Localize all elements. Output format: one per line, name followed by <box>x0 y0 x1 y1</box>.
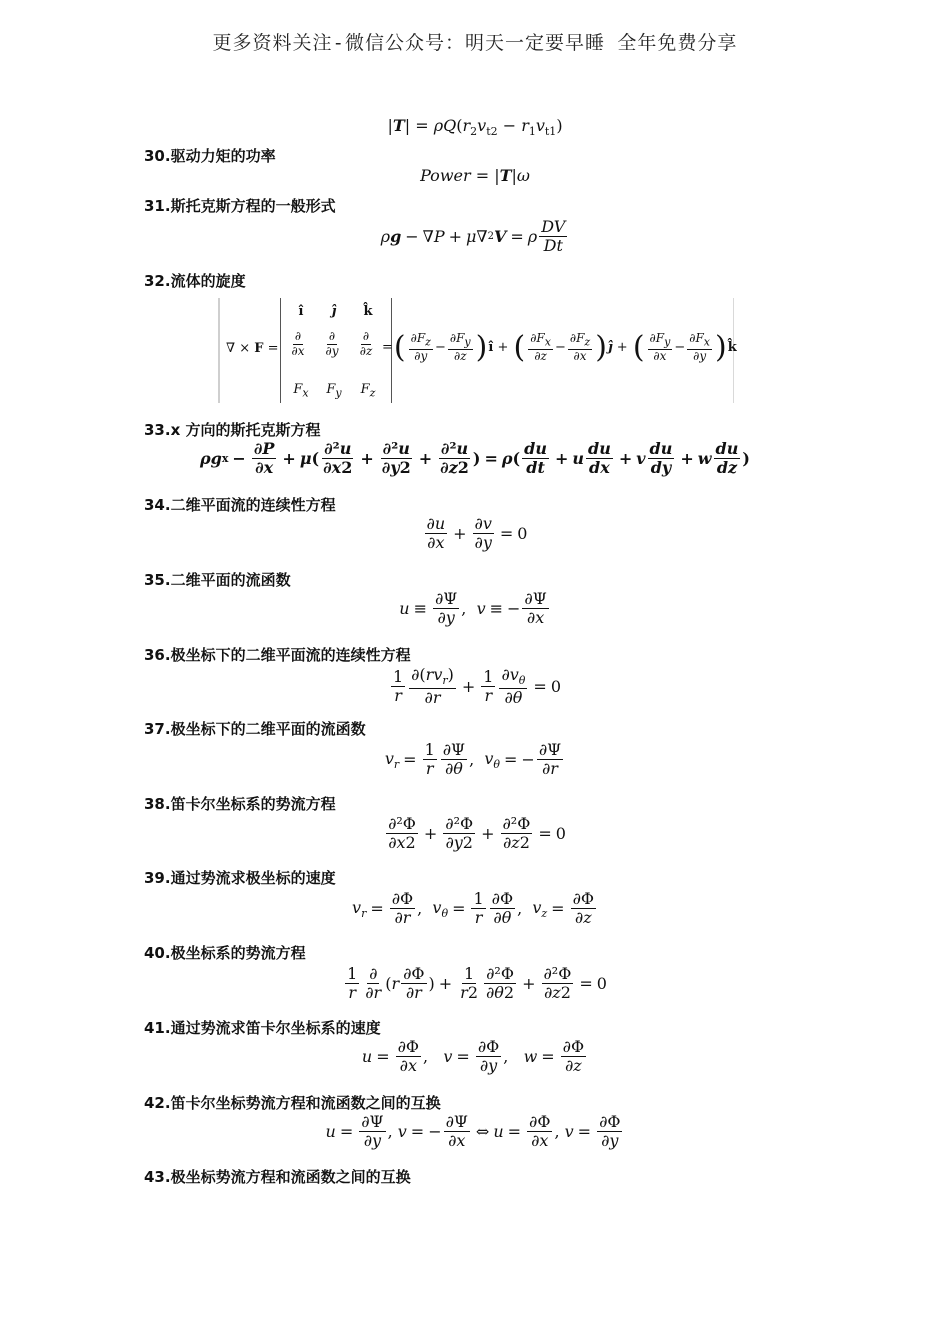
potential-stream-conversion-equation: u = $\frac{\partial\Psi}{\partial y}$ , v = − $\frac{\partial\Psi}{\partial x}$ ⇔ u = $\frac{\partial\Phi}{\partial x}$ , v = $\frac{\partial\Phi}{\partial y}$ <box>325 1112 621 1151</box>
section-40-heading: 40.极坐标系的势流方程 <box>144 944 306 962</box>
stream-function-polar-equation: $v_r$ = $\frac{1}{r}$ $\frac{\partial\Psi}{\partial\theta}$ , $v_\theta$ = − $\frac{\partial\Psi}{\partial r}$ <box>384 740 562 779</box>
section-33-heading: 33.x 方向的斯托克斯方程 <box>144 421 321 439</box>
curl-figure: ∇ × F = î ĵ k̂ $\frac{\partial}{\partial x}$ $\frac{\partial}{\partial y}$ $\frac{\partial}{\partial z}$ $F_x$ $F_y$ $F_z$ = ( $\frac{\partial F_z}{\partial y}$ − $\frac{\partial F_y}{\partial z}$ ) î + ( $\frac{\partial F_x}{\partial z}$ − $\frac{\partial F_z}{\partial x}$ ) ĵ + ( $\frac{\partial F_y}{\partial x}$ − $\frac{\partial F_x}{\partial y}$ ) k̂ <box>218 298 734 403</box>
section-30-heading: 30.驱动力矩的功率 <box>144 147 276 165</box>
stokes-x-equation: ρg x − $\frac{\partial P}{\partial x}$ + μ ( $\frac{\text{∂²u}}{\partial x2}$ + $\frac{\text{∂²u}}{\partial y2}$ + $\frac{\text{∂²u}}{\partial z2}$ ) = ρ ( $\frac{du}{dt}$ + u $\frac{du}{dx}$ + v $\frac{du}{dy}$ + w $\frac{du}{dz}$ ) <box>200 439 750 478</box>
section-42-heading: 42.笛卡尔坐标势流方程和流函数之间的互换 <box>144 1094 441 1112</box>
section-39-heading: 39.通过势流求极坐标的速度 <box>144 869 336 887</box>
section-38-heading: 38.笛卡尔坐标系的势流方程 <box>144 795 336 813</box>
section-36-heading: 36.极坐标下的二维平面流的连续性方程 <box>144 646 411 664</box>
torque-equation: $|T| = \rho Q(r_2v_{t2} - r_1v_{t1})$ <box>387 116 563 139</box>
page-header: 更多资料关注-微信公众号：明天一定要早睡 全年免费分享 <box>212 32 738 54</box>
section-34-heading: 34.二维平面流的连续性方程 <box>144 496 336 514</box>
power-equation: Power = |T|ω <box>420 166 530 185</box>
section-37-heading: 37.极坐标下的二维平面的流函数 <box>144 720 366 738</box>
stream-function-2d-equation: u ≡ $\frac{\partial\Psi}{\partial y}$ , v ≡ − $\frac{\partial\Psi}{\partial x}$ <box>399 589 547 628</box>
section-35-heading: 35.二维平面的流函数 <box>144 571 291 589</box>
section-43-heading: 43.极坐标势流方程和流函数之间的互换 <box>144 1168 411 1186</box>
curl-determinant: î ĵ k̂ $\frac{\partial}{\partial x}$ $\frac{\partial}{\partial y}$ $\frac{\partial}{\partial z}$ $F_x$ $F_y$ $F_z$ <box>280 298 392 403</box>
potential-cartesian-equation: $\frac{\text{∂²Φ}}{\partial x2}$ + $\frac{\text{∂²Φ}}{\partial y2}$ + $\frac{\text{∂²Φ}}{\partial z2}$ = 0 <box>388 814 566 853</box>
section-31-heading: 31.斯托克斯方程的一般形式 <box>144 197 336 215</box>
velocity-polar-equation: $v_r$ = $\frac{\partial\Phi}{\partial r}$ , $v_\theta$ = $\frac{1}{r}$ $\frac{\partial\Phi}{\partial\theta}$ , $v_z$ = $\frac{\partial\Phi}{\partial z}$ <box>352 889 594 928</box>
continuity-2d-equation: $\frac{\partial u}{\partial x}$ + $\frac{\partial v}{\partial y}$ = 0 <box>426 514 528 553</box>
continuity-polar-equation: $\frac{1}{r}$ $\frac{\partial(rv_r)}{\partial r}$ + $\frac{1}{r}$ $\frac{\partial v_\theta}{\partial\theta}$ = 0 <box>392 665 562 707</box>
section-32-heading: 32.流体的旋度 <box>144 272 246 290</box>
stokes-general-equation: ρ g − ∇ P + μ ∇ 2 V = ρ $\frac{DV}{Dt}$ <box>380 217 566 256</box>
potential-polar-equation: $\frac{1}{r}$ $\frac{\partial}{\partial r}$ ( r $\frac{\partial\Phi}{\partial r}$ ) + $\frac{1}{r2}$ $\frac{\text{∂²Φ}}{\partial\theta 2}$ + $\frac{\text{∂²Φ}}{\partial z2}$ = 0 <box>347 964 607 1003</box>
section-41-heading: 41.通过势流求笛卡尔坐标系的速度 <box>144 1019 381 1037</box>
velocity-cartesian-equation: u = $\frac{\partial\Phi}{\partial x}$ , v = $\frac{\partial\Phi}{\partial y}$ , w = $\frac{\partial\Phi}{\partial z}$ <box>361 1037 585 1076</box>
